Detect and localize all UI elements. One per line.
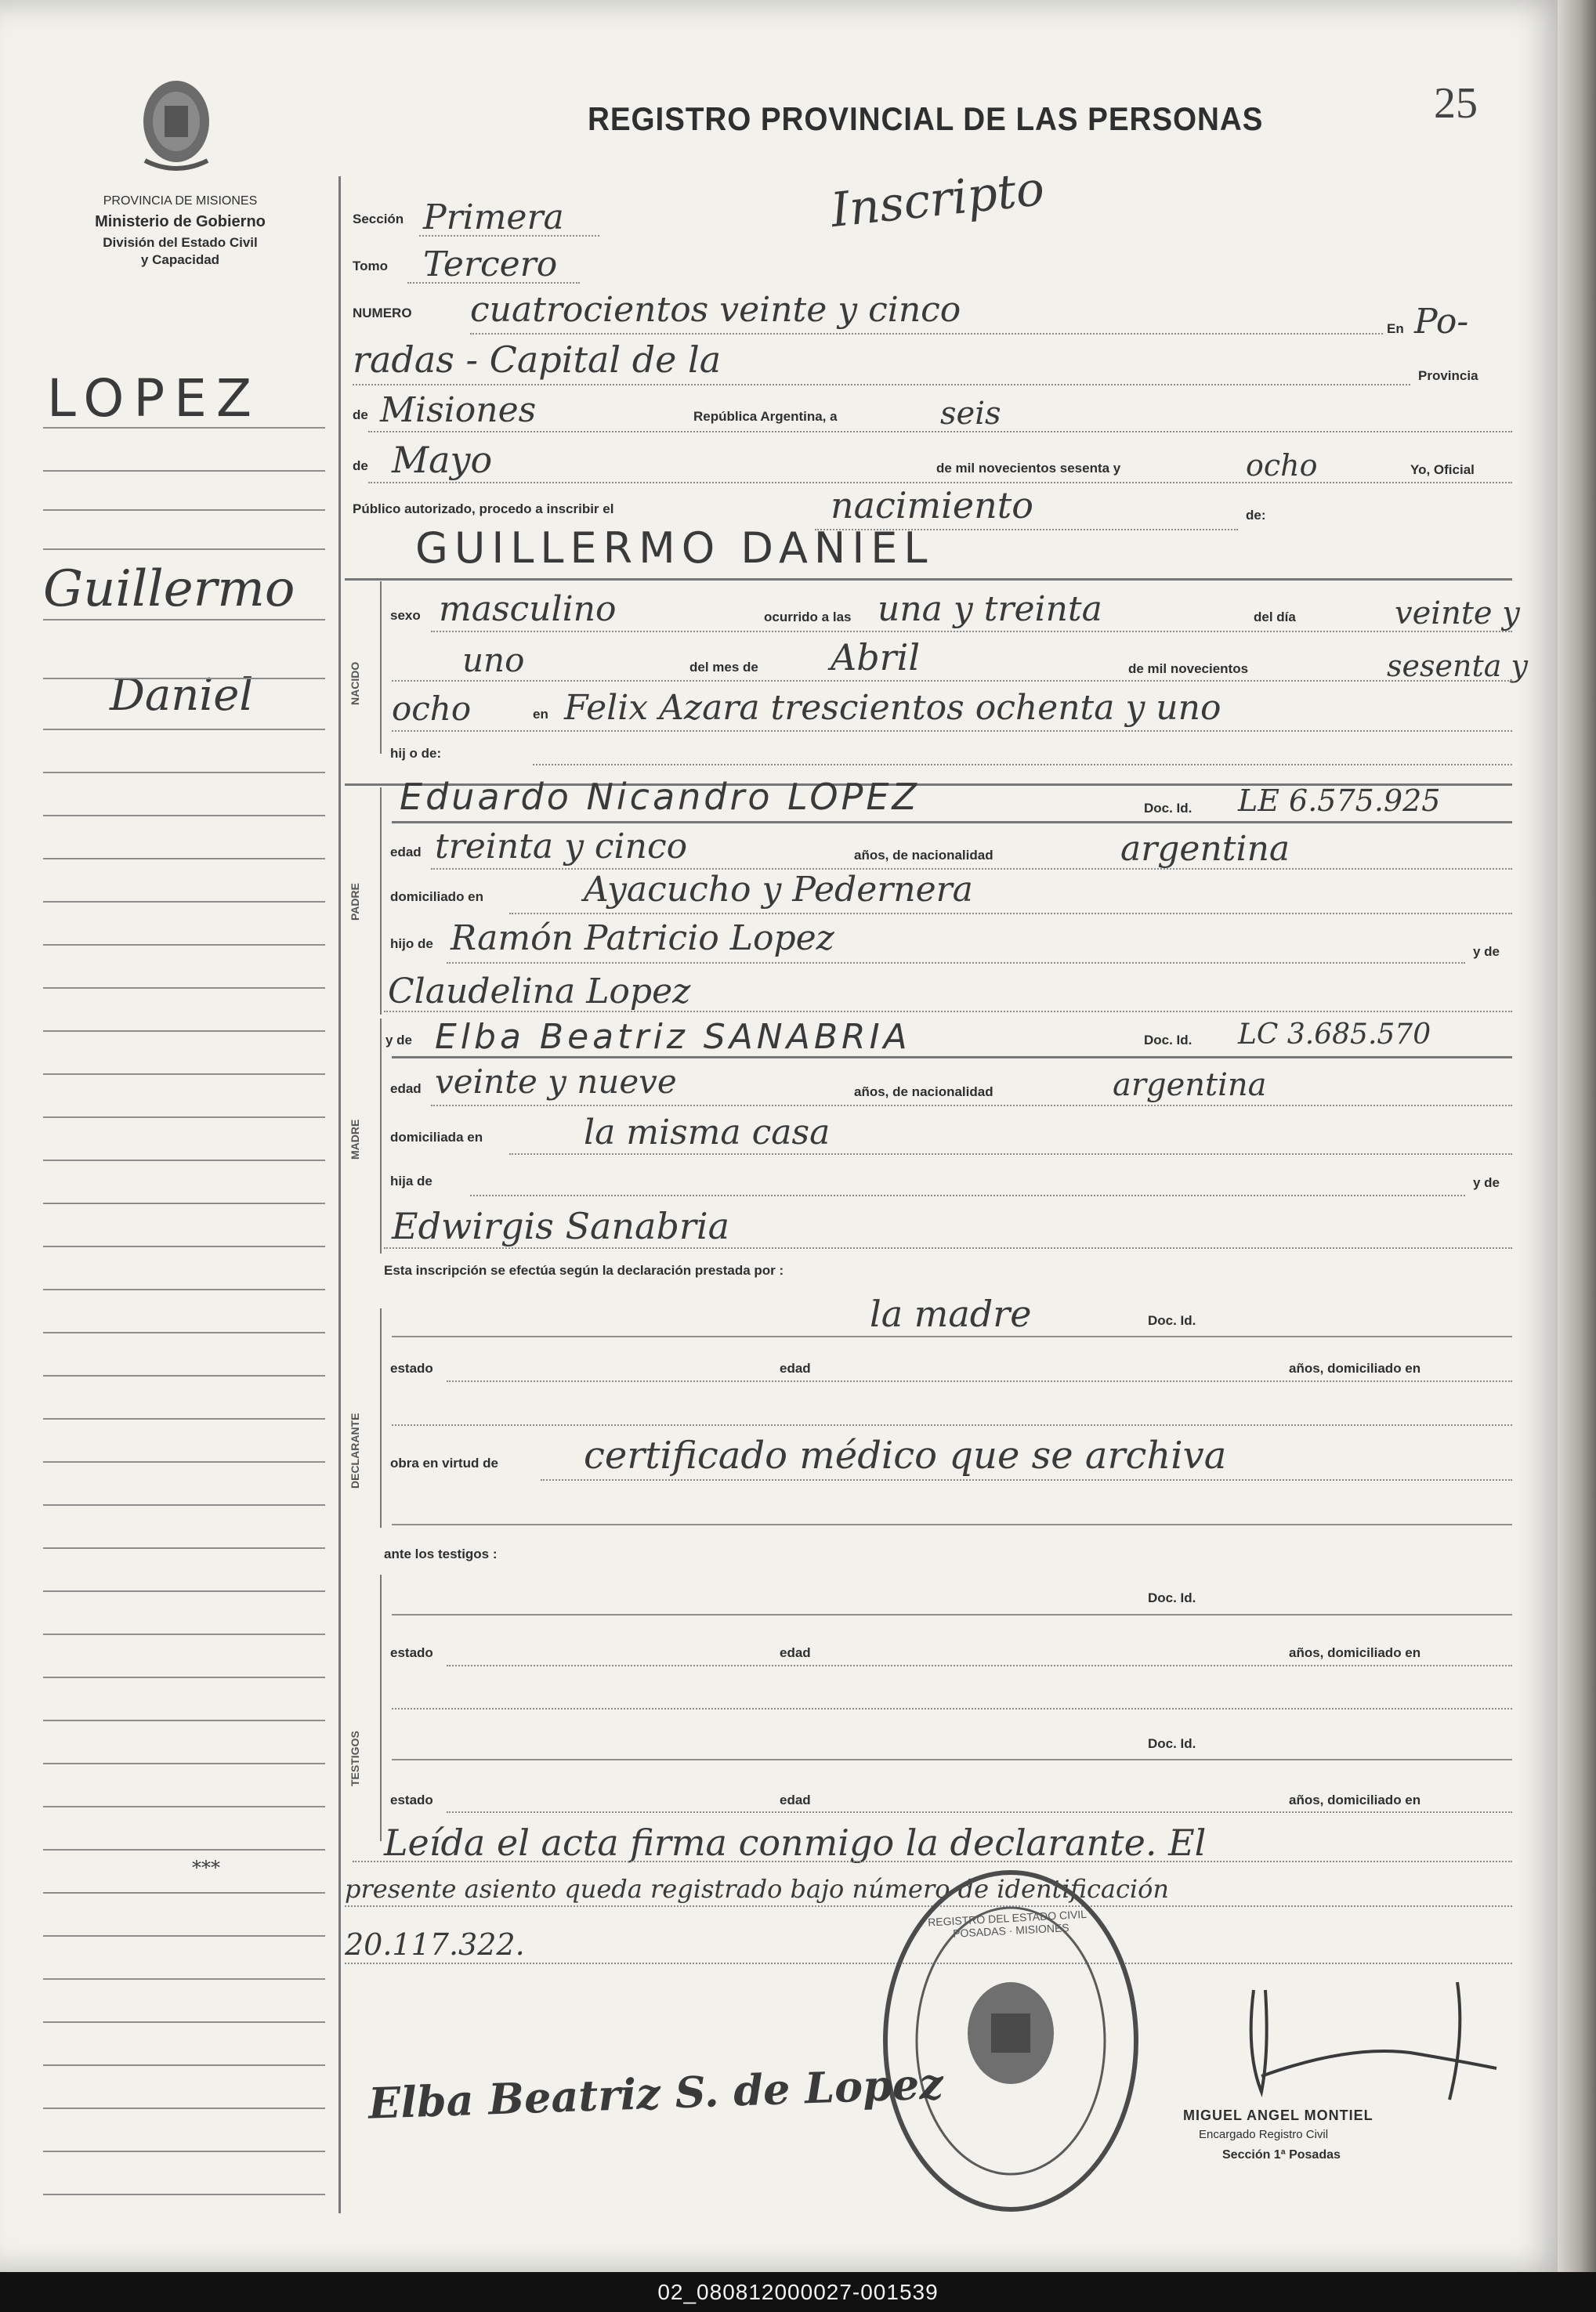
image-id-footer: 02_080812000027-001539 (0, 2272, 1596, 2312)
place-value: radas - Capital de la (353, 338, 722, 381)
stamp-annotation: Inscripto (828, 161, 1048, 239)
margin-given-name-2: Daniel (110, 670, 254, 721)
official-name: MIGUEL ANGEL MONTIEL (1183, 2108, 1373, 2123)
mes-value: Abril (831, 636, 921, 678)
book-edge (1558, 0, 1596, 2272)
official-signature-icon (1207, 1959, 1504, 2115)
declarante-estado-label: estado (390, 1361, 433, 1376)
child-name: GUILLERMO DANIEL (415, 523, 934, 573)
section-declarante: DECLARANTE (349, 1413, 361, 1489)
padre-edad: treinta y cinco (435, 827, 688, 867)
year2-value: sesenta y (1387, 649, 1528, 683)
act-value: nacimiento (831, 484, 1033, 526)
madre-doc-label: Doc. Id. (1144, 1033, 1192, 1047)
madre-bracket (380, 1019, 382, 1254)
padre-doc: LE 6.575.925 (1238, 783, 1441, 818)
madre-domic-label: domiciliada en (390, 1130, 483, 1145)
tomo-label: Tomo (353, 259, 389, 273)
madre-edad-label: edad (390, 1081, 422, 1096)
section-nacido: NACIDO (349, 661, 361, 705)
day-value: seis (940, 396, 1001, 432)
republica-label: República Argentina, a (693, 409, 838, 424)
official-section: Sección 1ª Posadas (1222, 2148, 1341, 2162)
provincia-value: Misiones (380, 390, 537, 430)
margin-note: *** (192, 1857, 220, 1879)
month-value: Mayo (392, 439, 493, 481)
madre-domic: la misma casa (584, 1113, 831, 1152)
padre-nac: argentina (1120, 829, 1290, 869)
en2-label: en (533, 707, 548, 722)
padre-doc-label: Doc. Id. (1144, 801, 1192, 816)
declarante-edad-label: edad (780, 1361, 811, 1376)
hijo-label: hij o de: (390, 746, 442, 761)
closing-line-3: 20.117.322. (345, 1927, 525, 1962)
lugar-value: Felix Azara trescientos ochenta y uno (564, 688, 1221, 728)
del-mes-label: del mes de (689, 660, 758, 675)
year-value: ocho (1246, 448, 1318, 483)
padre-edad-label: edad (390, 845, 422, 859)
testigo2-doc-label: Doc. Id. (1148, 1736, 1196, 1751)
declarante-value: la madre (870, 1293, 1032, 1335)
madre-hija-de-label: hija de (390, 1174, 432, 1189)
padre-name: Eduardo Nicandro LOPEZ (400, 776, 920, 818)
declarante-signature: Elba Beatriz S. de Lopez (367, 2058, 944, 2129)
province-name: PROVINCIA DE MISIONES (103, 194, 258, 208)
margin-surname: LOPEZ (47, 368, 262, 429)
padre-domic-label: domiciliado en (390, 889, 484, 904)
padre-nac-label: años, de nacionalidad (854, 848, 993, 863)
de-label: de (353, 407, 368, 422)
year-label: de mil novecientos sesenta y (936, 461, 1121, 476)
oficial-label: Yo, Oficial (1410, 462, 1475, 477)
margin-given-name-1: Guillermo (43, 560, 295, 618)
seccion-value: Primera (423, 197, 564, 237)
de2-label: de (353, 458, 368, 473)
madre-edad: veinte y nueve (435, 1062, 677, 1101)
inscripcion-label: Esta inscripción se efectúa según la declaración prestada por : (384, 1263, 784, 1278)
mil-label: de mil novecientos (1128, 661, 1249, 676)
division-line1: División del Estado Civil (103, 235, 258, 250)
closing-line-2: presente asiento queda registrado bajo número de identificación (345, 1874, 1170, 1904)
numero-value: cuatrocientos veinte y cinco (470, 290, 961, 330)
tomo-value: Tercero (423, 244, 558, 284)
del-dia-label: del día (1254, 610, 1296, 624)
closing-line-1: Leída el acta firma conmigo la declarante. El (384, 1822, 1207, 1864)
declarante-bracket (380, 1308, 382, 1528)
official-title: Encargado Registro Civil (1199, 2128, 1329, 2141)
year2-cont: ocho (392, 689, 472, 728)
testigos-label: ante los testigos : (384, 1547, 498, 1561)
testigo2-estado-label: estado (390, 1793, 433, 1807)
coat-of-arms-icon (133, 74, 219, 176)
section-padre: PADRE (349, 883, 361, 921)
testigo1-estado-label: estado (390, 1645, 433, 1660)
sexo-value: masculino (439, 589, 617, 629)
nacido-bracket (380, 581, 382, 754)
madre-nac: argentina (1113, 1067, 1267, 1103)
testigo1-doc-label: Doc. Id. (1148, 1590, 1196, 1605)
testigo2-anos-label: años, domiciliado en (1289, 1793, 1421, 1807)
section-testigos: TESTIGOS (349, 1731, 361, 1786)
hour-value: una y treinta (878, 589, 1102, 629)
madre-madre: Edwirgis Sanabria (392, 1205, 730, 1247)
declarante-doc-label: Doc. Id. (1148, 1313, 1196, 1328)
madre-doc: LC 3.685.570 (1238, 1019, 1431, 1051)
numero-label: NUMERO (353, 306, 412, 320)
dia-value-2: uno (462, 641, 525, 679)
page-title: REGISTRO PROVINCIAL DE LAS PERSONAS (588, 100, 1264, 137)
en-label: En (1387, 321, 1404, 336)
seal-text: REGISTRO DEL ESTADO CIVIL · POSADAS · MISIONES (927, 1907, 1094, 1940)
publico-label: Público autorizado, procedo a inscribir el (353, 501, 614, 516)
dia-value-1: veinte y (1395, 595, 1520, 631)
madre-y-de-label-2: y de (1473, 1175, 1500, 1190)
madre-name: Elba Beatriz SANABRIA (435, 1017, 911, 1057)
padre-padre: Ramón Patricio Lopez (451, 918, 834, 958)
testigo1-edad-label: edad (780, 1645, 811, 1660)
padre-y-de-label: y de (1473, 944, 1500, 959)
padre-domic: Ayacucho y Pedernera (584, 870, 973, 910)
virtud-value: certificado médico que se archiva (584, 1434, 1227, 1478)
division-line2: y Capacidad (140, 252, 220, 267)
seccion-label: Sección (353, 212, 404, 226)
testigo1-anos-label: años, domiciliado en (1289, 1645, 1421, 1660)
madre-nac-label: años, de nacionalidad (854, 1084, 993, 1099)
section-madre: MADRE (349, 1119, 361, 1160)
sexo-label: sexo (390, 608, 421, 623)
padre-madre: Claudelina Lopez (388, 971, 691, 1011)
provincia-label: Provincia (1418, 368, 1478, 383)
ocurrido-label: ocurrido a las (764, 610, 852, 624)
madre-y-de-label: y de (385, 1033, 413, 1047)
padre-hijo-de-label: hijo de (390, 936, 433, 951)
en-value: Po- (1414, 302, 1469, 342)
ministry-name: Ministerio de Gobierno (95, 213, 266, 230)
testigos-bracket (380, 1575, 382, 1841)
de3-label: de: (1246, 508, 1266, 523)
testigo2-edad-label: edad (780, 1793, 811, 1807)
declarante-anos-label: años, domiciliado en (1289, 1361, 1421, 1376)
margin-divider (338, 176, 341, 2213)
page-number: 25 (1434, 79, 1478, 128)
virtud-label: obra en virtud de (390, 1456, 498, 1471)
padre-bracket (380, 787, 382, 1015)
